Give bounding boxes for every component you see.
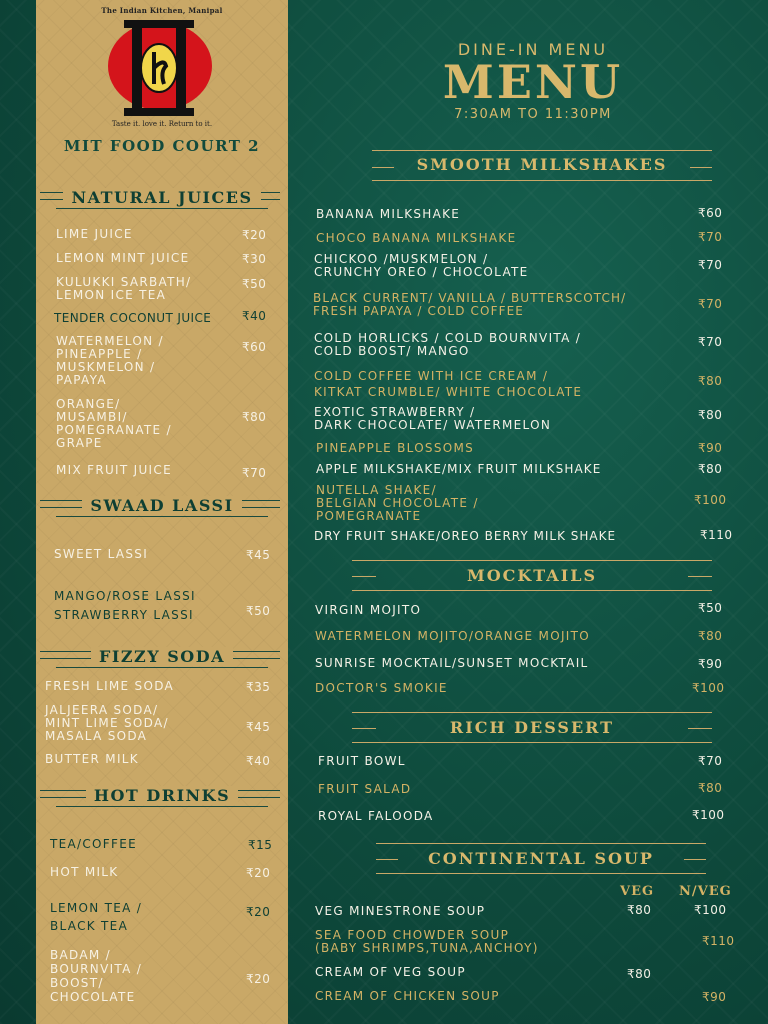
menu-item: DRY FRUIT SHAKE/OREO BERRY MILK SHAKE [314,529,617,543]
menu-item: TEA/COFFEE [50,837,137,851]
mocktails-header [352,560,712,590]
menu-item: WATERMELON / PINEAPPLE / MUSKMELON / PAPAYA [56,334,164,387]
menu-item: SUNRISE MOCKTAIL/SUNSET MOCKTAIL [315,656,589,670]
dessert-title: RICH DESSERT [449,718,615,737]
menu-item: BANANA MILKSHAKE [316,207,461,221]
menu-item: LEMON TEA / BLACK TEA [50,901,143,933]
menu-item: CREAM OF CHICKEN SOUP [315,989,500,1003]
menu-price: ₹100 [694,493,727,507]
menu-price: ₹80 [698,374,723,388]
menu-price: ₹20 [246,905,271,919]
menu-price: ₹20 [242,228,267,242]
menu-price: ₹70 [242,466,267,480]
menu-price: ₹70 [698,754,723,768]
menu-item: APPLE MILKSHAKE/MIX FRUIT MILKSHAKE [316,462,602,476]
menu-price: ₹45 [246,548,271,562]
menu-price: ₹45 [246,720,271,734]
menu-price: ₹80 [698,408,723,422]
menu-item: SEA FOOD CHOWDER SOUP (BABY SHRIMPS,TUNA,ANCHOY) [315,928,539,955]
menu-item: CHOCO BANANA MILKSHAKE [316,231,517,245]
mocktails-title: MOCKTAILS [466,566,598,585]
milkshakes-header [372,152,712,182]
menu-price-veg: ₹80 [627,903,652,917]
menu-item: LIME JUICE [56,227,133,241]
hot-title: HOT DRINKS [86,786,238,805]
menu-item: FRUIT SALAD [318,782,412,796]
menu-item: TENDER COCONUT JUICE [54,311,212,325]
menu-price: ₹40 [246,754,271,768]
menu-price: ₹60 [698,206,723,220]
menu-item: MIX FRUIT JUICE [56,463,172,477]
menu-price: ₹70 [698,297,723,311]
menu-item: NUTELLA SHAKE/ BELGIAN CHOCOLATE / POMEGRANATE [316,483,479,523]
menu-item: VEG MINESTRONE SOUP [315,904,486,918]
location-title: MIT FOOD COURT 2 [63,137,261,155]
menu-item: KULUKKI SARBATH/ LEMON ICE TEA [56,275,192,302]
menu-item: SWEET LASSI [54,547,149,561]
menu-price: ₹30 [242,252,267,266]
left-panel [36,0,288,1024]
menu-item: LEMON MINT JUICE [56,251,190,265]
menu-price: ₹70 [698,335,723,349]
hot-header [36,784,288,812]
menu-price: ₹100 [692,681,725,695]
menu-item: DOCTOR'S SMOKIE [315,681,448,695]
soup-header [376,843,706,873]
menu-item: BLACK CURRENT/ VANILLA / BUTTERSCOTCH/ FRESH PAPAYA / COLD COFFEE [313,291,627,318]
menu-item: EXOTIC STRAWBERRY / DARK CHOCOLATE/ WATERMELON [314,405,552,432]
menu-price: ₹80 [698,781,723,795]
menu-price: ₹90 [698,657,723,671]
juices-header [36,186,288,214]
menu-item: HOT MILK [50,865,119,879]
menu-price: ₹80 [698,462,723,476]
lassi-title: SWAAD LASSI [82,496,241,515]
menu-price: ₹15 [248,838,273,852]
menu-item: COLD HORLICKS / COLD BOURNVITA / COLD BOOST/ MANGO [314,331,582,358]
soda-title: FIZZY SODA [91,647,233,666]
menu-item: CHICKOO /MUSKMELON / CRUNCHY OREO / CHOCOLATE [314,252,529,279]
menu-item: CREAM OF VEG SOUP [315,965,466,979]
juices-title: NATURAL JUICES [63,188,260,207]
menu-item: ROYAL FALOODA [318,809,434,823]
menu-price: ₹70 [698,230,723,244]
menu-item: BUTTER MILK [45,752,139,766]
menu-item: FRUIT BOWL [318,754,406,768]
lassi-header [36,494,288,522]
menu-price-veg: ₹80 [627,967,652,981]
dine-in-subtitle: DINE-IN MENU [457,40,609,59]
brand-name: The Indian Kitchen, Manipal [101,6,223,15]
menu-item: BADAM / BOURNVITA / BOOST/ CHOCOLATE [50,948,143,1004]
menu-title: MENU [442,55,624,109]
menu-price: ₹20 [246,866,271,880]
menu-price: ₹60 [242,340,267,354]
menu-price: ₹100 [692,808,725,822]
menu-price-nveg: ₹110 [702,934,735,948]
menu-item: JALJEERA SODA/ MINT LIME SODA/ MASALA SODA [45,703,169,743]
menu-price: ₹110 [700,528,733,542]
menu-price: ₹50 [242,277,267,291]
soup-title: CONTINENTAL SOUP [428,849,654,868]
menu-price: ₹50 [246,604,271,618]
menu-item: COLD COFFEE WITH ICE CREAM / KITKAT CRUMBLE/ WHITE CHOCOLATE [314,369,583,399]
menu-item: VIRGIN MOJITO [315,603,422,617]
milkshakes-title: SMOOTH MILKSHAKES [416,155,668,174]
menu-price: ₹90 [698,441,723,455]
menu-item: MANGO/ROSE LASSI STRAWBERRY LASSI [54,589,196,622]
dessert-header [352,712,712,742]
menu-price-nveg: ₹90 [702,990,727,1004]
menu-price: ₹40 [242,309,267,323]
brand-tagline: Taste it. love it. Return to it. [111,120,213,128]
menu-item: WATERMELON MOJITO/ORANGE MOJITO [315,629,590,643]
menu-price: ₹50 [698,601,723,615]
menu-price: ₹20 [246,972,271,986]
menu-price: ₹70 [698,258,723,272]
menu-item: ORANGE/ MUSAMBI/ POMEGRANATE / GRAPE [56,397,172,450]
menu-item: PINEAPPLE BLOSSOMS [316,441,475,455]
menu-price: ₹80 [698,629,723,643]
menu-price: ₹35 [246,680,271,694]
menu-price: ₹80 [242,410,267,424]
brand-logo-icon [102,14,222,120]
nonveg-column-header: N/VEG [679,884,732,899]
opening-hours: 7:30AM TO 11:30PM [454,107,612,122]
menu-item: FRESH LIME SODA [45,679,175,693]
veg-column-header: VEG [620,884,655,899]
soda-header [36,645,288,673]
menu-price-nveg: ₹100 [694,903,727,917]
